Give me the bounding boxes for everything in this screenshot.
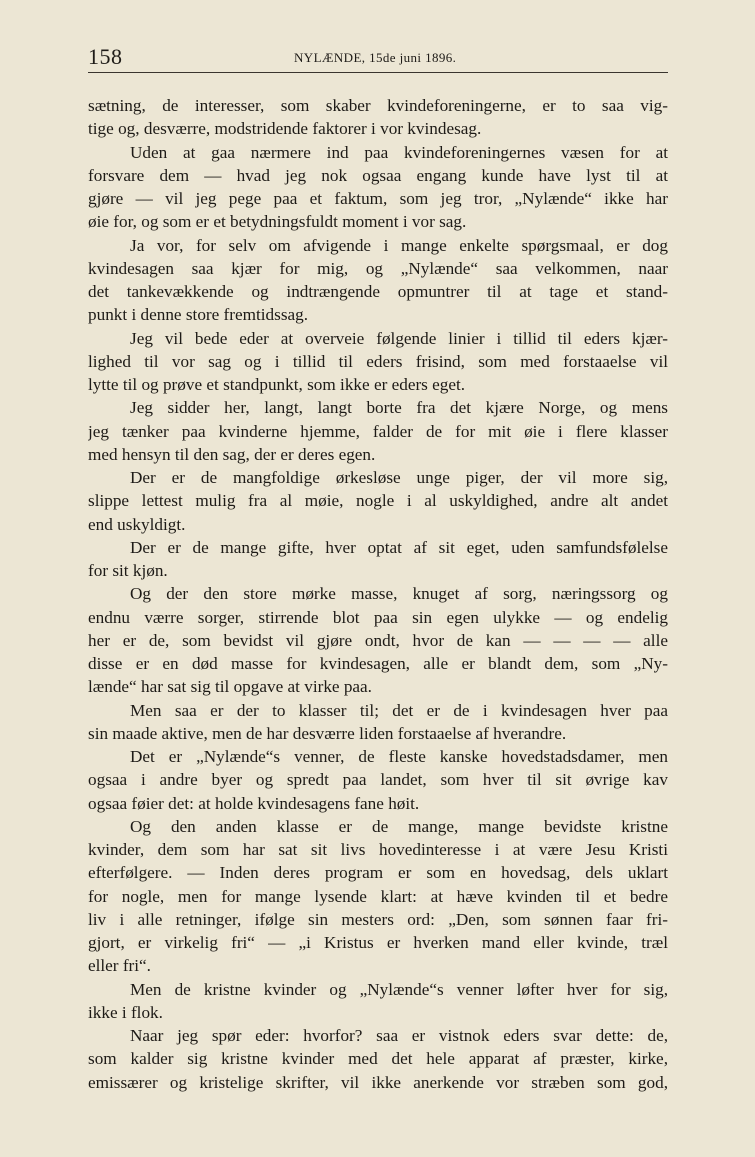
body-text: [88, 94, 668, 1094]
text-line: Der er de mange gifte, hver optat af sit eget, uden samfundsfølelse: [130, 537, 668, 557]
text-line: for nogle, men for mange lysende klart: at hæve kvinden til et bedre: [88, 886, 668, 906]
text-line: gjort, er virkelig fri“ — „i Kristus er hverken mand eller kvinde, træl: [88, 933, 668, 952]
text-line: Naar jeg spør eder: hvorfor? saa er vistnok eders svar dette: de,: [130, 1026, 668, 1045]
text-line: emissærer og kristelige skrifter, vil ikke anerkende vor stræben som god,: [88, 1072, 668, 1092]
text-line: for sit kjøn.: [88, 561, 168, 580]
text-line: Jeg vil bede eder at overveie følgende linier i tillid til eders kjær-: [130, 328, 668, 348]
text-line: Ja vor, for selv om afvigende i mange enkelte spørgsmaal, er dog: [130, 235, 668, 255]
text-line: slippe lettest mulig fra al møie, nogle i al uskyldighed, andre alt andet: [88, 491, 668, 511]
text-line: lighed til vor sag og i tillid til eders frisind, som med forstaaelse vil: [88, 351, 668, 371]
running-title: NYLÆNDE, 15de juni 1896.: [294, 50, 457, 65]
text-line: punkt i denne store fremtidssag.: [88, 305, 309, 325]
text-line: øie for, og som er et betydningsfuldt moment i vor sag.: [88, 212, 467, 232]
text-line: sætning, de interesser, som skaber kvindeforeningerne, er to saa vig-: [88, 96, 668, 115]
text-line: Der er de mangfoldige ørkesløse unge piger, der vil more sig,: [130, 468, 668, 487]
text-line: Og den anden klasse er de mange, mange bevidste kristne: [130, 816, 668, 836]
text-line: endnu værre sorger, stirrende blot paa sin egen ulykke — og endelig: [88, 607, 668, 627]
text-line: ogsaa føier det: at holde kvindesagens fane høit.: [88, 793, 420, 813]
text-line: som kalder sig kristne kvinder med det hele apparat af præster, kirke,: [88, 1049, 668, 1069]
text-line: end uskyldigt.: [88, 514, 186, 534]
text-line: disse er en død masse for kvindesagen, alle er blandt dem, som „Ny-: [88, 654, 668, 673]
text-line: Men de kristne kvinder og „Nylænde“s venner løfter hver for sig,: [130, 979, 668, 999]
text-line: ogsaa i andre byer og spredt paa landet, som hver til sit øvrige kav: [88, 770, 668, 790]
text-line: sin maade aktive, men de har desværre liden forstaaelse af hverandre.: [88, 723, 567, 743]
text-line: her er de, som bevidst vil gjøre ondt, hvor de kan — — — — alle: [88, 630, 668, 650]
page-number: 158: [88, 44, 123, 69]
text-line: ikke i flok.: [88, 1002, 163, 1022]
text-line: Det er „Nylænde“s venner, de fleste kanske hovedstadsdamer, men: [130, 747, 668, 766]
text-line: det tankevækkende og indtrængende opmuntrer til at tage et stand-: [88, 282, 668, 301]
text-line: gjøre — vil jeg pege paa et faktum, som jeg tror, „Nylænde“ ikke har: [88, 189, 668, 208]
text-line: lytte til og prøve et standpunkt, som ikke er eders eget.: [88, 375, 466, 394]
text-line: forsvare dem — hvad jeg nok ogsaa engang kunde have lyst til at: [88, 165, 668, 185]
text-line: jeg tænker paa kvinderne hjemme, falder de for mit øie i flere klasser: [88, 421, 668, 441]
text-line: lænde“ har sat sig til opgave at virke paa.: [88, 677, 372, 697]
text-line: kvinder, dem som har sat sit livs hovedinteresse i at være Jesu Kristi: [88, 840, 668, 859]
text-line: tige og, desværre, modstridende faktorer i vor kvindesag.: [88, 119, 482, 139]
text-line: eller fri“.: [88, 956, 151, 976]
text-line: efterfølgere. — Inden deres program er som en hovedsag, dels uklart: [88, 863, 668, 883]
text-line: kvindesagen saa kjær for mig, og „Nylænde“ saa velkommen, naar: [88, 258, 668, 278]
text-line: Og der den store mørke masse, knuget af sorg, næringssorg og: [130, 584, 668, 604]
text-line: Jeg sidder her, langt, langt borte fra det kjære Norge, og mens: [130, 398, 668, 418]
page-header: [88, 44, 668, 70]
header-rule: [88, 72, 668, 73]
text-line: liv i alle retninger, ifølge sin mesters ord: „Den, som sønnen faar fri-: [88, 909, 668, 929]
text-line: Uden at gaa nærmere ind paa kvindeforeningernes væsen for at: [130, 142, 668, 162]
text-line: med hensyn til den sag, der er deres egen.: [88, 444, 376, 464]
text-line: Men saa er der to klasser til; det er de i kvindesagen hver paa: [130, 700, 668, 720]
